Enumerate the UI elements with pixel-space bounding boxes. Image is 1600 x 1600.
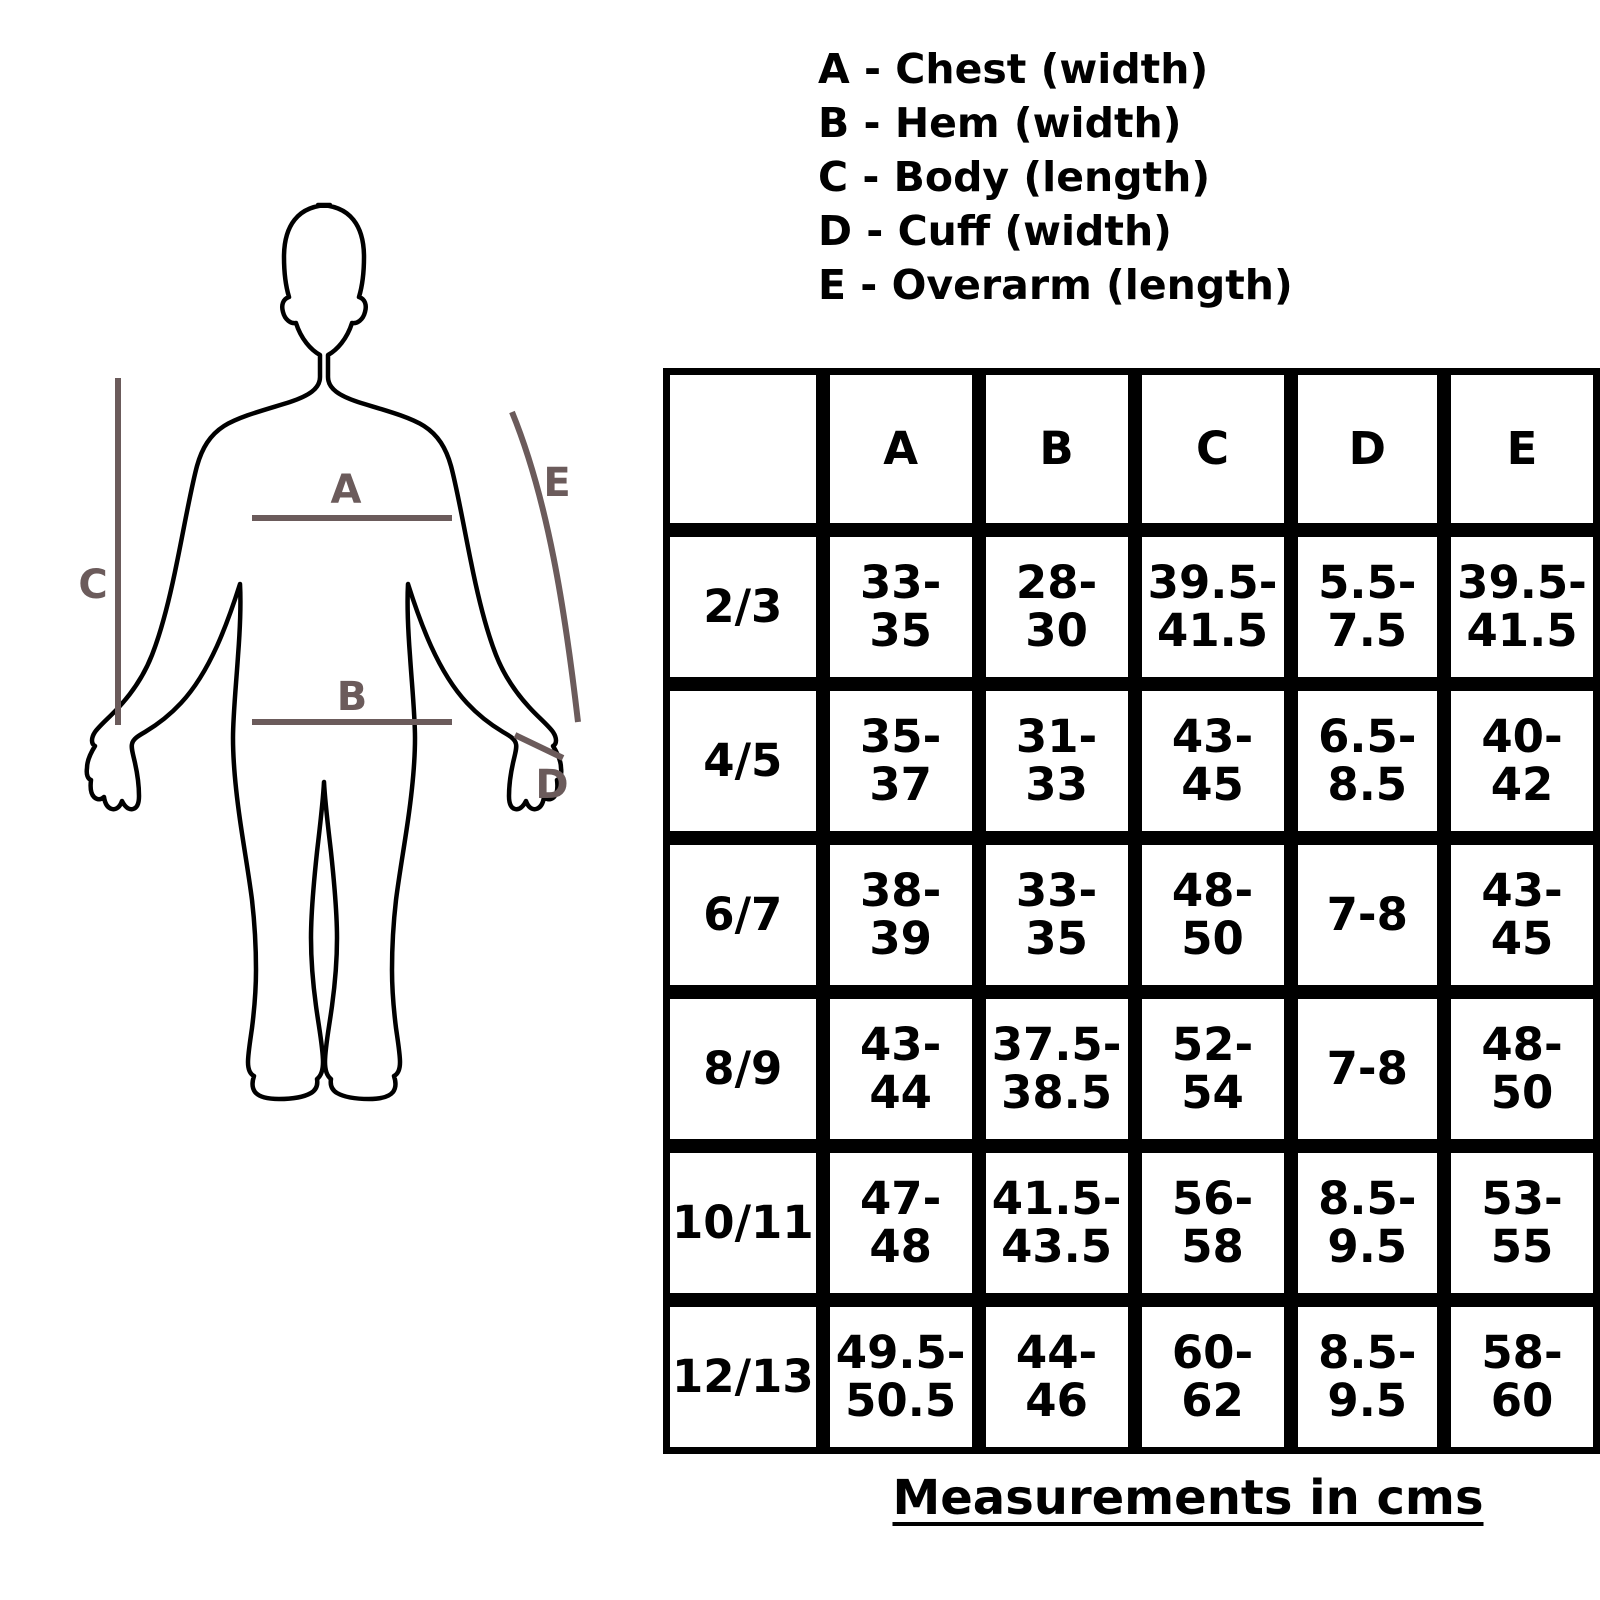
cell-b: 41.5- 43.5 (979, 1146, 1135, 1300)
legend-item-a: A - Chest (width) (818, 45, 1209, 93)
figure-label-overarm: E (543, 460, 571, 506)
table-header-d: D (1291, 368, 1445, 530)
table-row (663, 1300, 1600, 1454)
cell-d: 5.5-7.5 (1291, 530, 1445, 684)
cell-a: 47-48 (823, 1146, 979, 1300)
body-outline-diagram (0, 0, 660, 1450)
row-size-label: 10/11 (663, 1146, 823, 1300)
table-row (663, 838, 1600, 992)
cell-a: 38-39 (823, 838, 979, 992)
size-chart-table (663, 368, 1600, 1454)
cell-b: 37.5- 38.5 (979, 992, 1135, 1146)
legend-item-c: C - Body (length) (818, 153, 1211, 201)
figure-label-chest: A (330, 467, 362, 513)
cell-c: 48-50 (1135, 838, 1291, 992)
row-size-label: 12/13 (663, 1300, 823, 1454)
cell-d: 6.5-8.5 (1291, 684, 1445, 838)
cell-c: 60-62 (1135, 1300, 1291, 1454)
cell-a: 35-37 (823, 684, 979, 838)
cell-a: 49.5- 50.5 (823, 1300, 979, 1454)
cell-c: 43-45 (1135, 684, 1291, 838)
figure-label-cuff: D (535, 762, 569, 808)
figure-label-hem: B (336, 674, 368, 720)
table-row (663, 684, 1600, 838)
table-row (663, 1146, 1600, 1300)
row-size-label: 8/9 (663, 992, 823, 1146)
cell-d: 8.5-9.5 (1291, 1146, 1445, 1300)
row-size-label: 4/5 (663, 684, 823, 838)
body-figure-panel (0, 0, 660, 1450)
legend-item-d: D - Cuff (width) (818, 207, 1172, 255)
legend-item-e: E - Overarm (length) (818, 261, 1293, 309)
table-corner-blank (663, 368, 823, 530)
row-size-label: 2/3 (663, 530, 823, 684)
human-body-outline (87, 205, 562, 1099)
measure-line-overarm (512, 412, 578, 722)
measurement-units-note: Measurements in cms (892, 1470, 1484, 1526)
measurement-legend (818, 42, 1558, 312)
cell-e: 43-45 (1444, 838, 1600, 992)
figure-label-body: C (78, 562, 108, 608)
table-header-b: B (979, 368, 1135, 530)
table-header-a: A (823, 368, 979, 530)
cell-d: 8.5-9.5 (1291, 1300, 1445, 1454)
table-header-e: E (1444, 368, 1600, 530)
legend-item-b: B - Hem (width) (818, 99, 1182, 147)
cell-e: 39.5- 41.5 (1444, 530, 1600, 684)
table-row (663, 992, 1600, 1146)
cell-b: 28-30 (979, 530, 1135, 684)
cell-d: 7-8 (1291, 992, 1445, 1146)
table-row (663, 530, 1600, 684)
table-header-row (663, 368, 1600, 530)
cell-a: 43-44 (823, 992, 979, 1146)
row-size-label: 6/7 (663, 838, 823, 992)
table-header-c: C (1135, 368, 1291, 530)
cell-b: 31-33 (979, 684, 1135, 838)
cell-c: 56-58 (1135, 1146, 1291, 1300)
cell-c: 52-54 (1135, 992, 1291, 1146)
cell-e: 53-55 (1444, 1146, 1600, 1300)
cell-e: 58-60 (1444, 1300, 1600, 1454)
cell-d: 7-8 (1291, 838, 1445, 992)
cell-e: 40-42 (1444, 684, 1600, 838)
cell-b: 44-46 (979, 1300, 1135, 1454)
cell-a: 33-35 (823, 530, 979, 684)
cell-c: 39.5- 41.5 (1135, 530, 1291, 684)
cell-b: 33-35 (979, 838, 1135, 992)
cell-e: 48-50 (1444, 992, 1600, 1146)
